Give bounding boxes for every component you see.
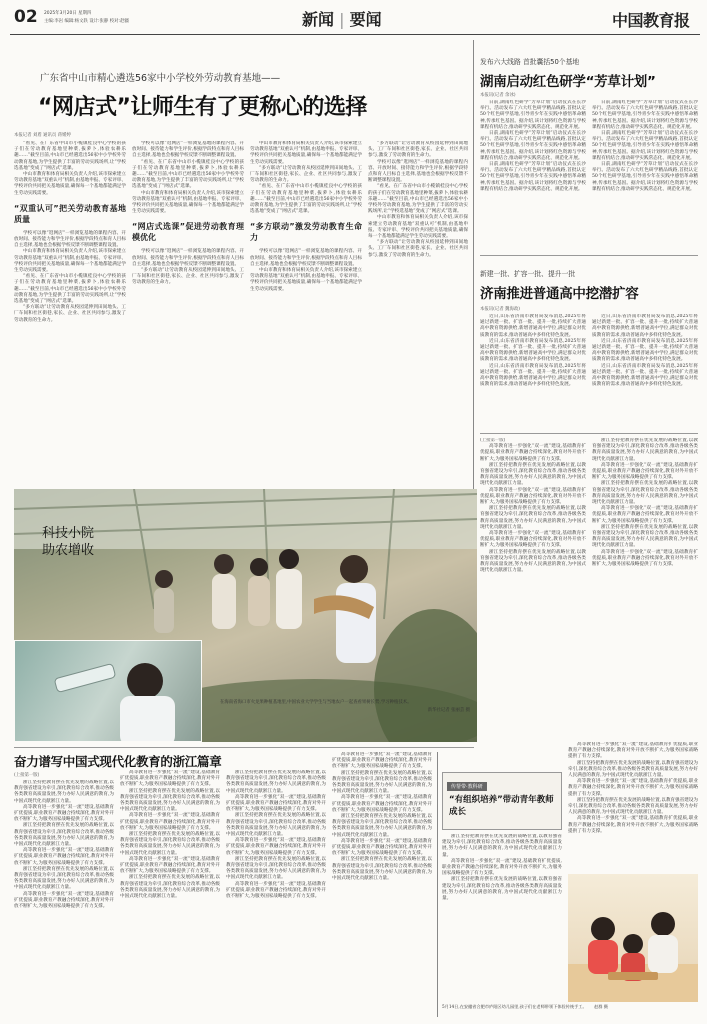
paper-name: 中国教育报 xyxy=(612,11,690,30)
right-lower-paragraph: 高等教育进一步强化“双一流”建设,基础教育扩优提质,职业教育产教融合持续深化,教育对外开放不断扩大,为服务国家战略提供了有力支撑。 xyxy=(480,531,586,549)
zhejiang-paragraph: 浙江坚持把教育摆在优先发展的战略位置,以教育强省建设为牵引,深化教育综合改革,推动各级各类教育高质量发展,努力办好人民满意的教育,为中国式现代化贡献浙江力量。 xyxy=(120,788,220,813)
zhejiang-paragraph: 浙江坚持把教育摆在优先发展的战略位置,以教育强省建设为牵引,深化教育综合改革,推动各级各类教育高质量发展,努力办好人民满意的教育,为中国式现代化贡献浙江力量。 xyxy=(120,832,220,856)
kids-photo xyxy=(568,874,698,1002)
right-lower-paragraph: 高等教育进一步强化“双一流”建设,基础教育扩优提质,职业教育产教融合持续深化,教育对外开放不断扩大,为服务国家战略提供了有力支撑。 xyxy=(592,462,698,481)
lead-paragraph: “多方联动”让劳动教育从校园延伸到田间地头、工厂车间和社区街巷,家长、企业、社区共同参与,激发了劳动教育的生命力。 xyxy=(368,240,468,258)
lead-kicker: 广东省中山市精心遴选56家中小学校外劳动教育基地—— xyxy=(40,73,281,84)
jinan-paragraph: 近日,山东省济南市教育局发布消息,2025年将通过新建一批、扩容一批、提升一批,持续扩大普通高中教育资源供给,新增普通高中学位,满足群众对优质教育的需求,推动普通高中多样化特色发展。 xyxy=(592,314,698,338)
hunan-rule xyxy=(480,255,698,256)
lead-paragraph: 学校可以像“逛网店”一样浏览基地的课程内容、开放时间、接待能力和学生评价,根据学段特点和育人目标自主选择,基地也会根据学校反馈不断调整课程设置。 xyxy=(132,141,244,159)
zhejiang-paragraph: 高等教育进一步强化“双一流”建设,基础教育扩优提质,职业教育产教融合持续深化,教育对外开放不断扩大,为服务国家战略提供了有力支撑。 xyxy=(14,891,114,910)
lead-paragraph: “看见、在广东省中山市小榄镇桂良中心学校的孩子们在劳动教育基地里种菜,拔萝卜,体验农耕乐趣……”截至目前,中山市已经遴选出56家中小学校外劳动教育基地,为学生提供了丰富的劳动实践场所,让“学校选基地”变成了“网店式”选课。 xyxy=(132,159,244,190)
masthead-rule xyxy=(10,34,700,35)
right-lower-paragraph: 浙江坚持把教育摆在优先发展的战略位置,以教育强省建设为牵引,深化教育综合改革,推动各级各类教育高质量发展,努力办好人民满意的教育,为中国式现代化贡献浙江力量。 xyxy=(480,506,586,530)
kids-scene xyxy=(568,874,698,1002)
jinan-rule xyxy=(480,433,698,434)
hunan-paragraph: 日前,湖南红色研学“芳草计划”启动仪式在长沙举行。活动发布了六大红色研学精品线路,首批认定50个红色研学基地,引导青少年在实践中感悟革命精神,传承红色基因。据介绍,该计划将红色资源与学校课程有机结合,推动研学实践常态化、规范化开展。 xyxy=(592,100,698,130)
jinan-paragraph: 近日,山东省济南市教育局发布消息,2025年将通过新建一批、扩容一批、提升一批,持续扩大普通高中教育资源供给,新增普通高中学位,满足群众对优质教育的需求,推动普通高中多样化特色发展。 xyxy=(592,338,698,363)
jinan-byline: 本报讯(记者 魏海政) xyxy=(480,307,520,312)
zhejiang-column-3 xyxy=(226,770,326,1018)
lead-paragraph: 中山市教育和体育局相关负责人介绍,该市探索建立劳动教育基地“双重认可”机制,由基地申报、专家评审、学校评价共同把关基地质量,确保每一个基地都能满足学生劳动实践需要。 xyxy=(132,190,244,215)
jinan-column-2 xyxy=(592,314,698,429)
teacher-paragraph: 高等教育进一步强化“双一流”建设,基础教育扩优提质,职业教育产教融合持续深化,教育对外开放不断扩大,为服务国家战略提供了有力支撑。 xyxy=(568,742,698,760)
zhejiang-column-1 xyxy=(14,780,114,1018)
lead-paragraph: “多方联动”让劳动教育从校园延伸到田间地头、工厂车间和社区街巷,家长、企业、社区共同参与,激发了劳动教育的生命力。 xyxy=(368,141,468,159)
teacher-paragraph: 浙江坚持把教育摆在优先发展的战略位置,以教育强省建设为牵引,深化教育综合改革,推动各级各类教育高质量发展,努力办好人民满意的教育,为中国式现代化贡献浙江力量。 xyxy=(442,877,562,902)
photo-overlay-title: 科技小院 助农增收 xyxy=(42,526,95,558)
bottom-column-divider xyxy=(437,752,438,1017)
zhejiang-column-2 xyxy=(120,770,220,1018)
teacher-paragraph: 浙江坚持把教育摆在优先发展的战略位置,以教育强省建设为牵引,深化教育综合改革,推动各级各类教育高质量发展,努力办好人民满意的教育,为中国式现代化贡献浙江力量。 xyxy=(442,834,562,858)
subsection-name: 要闻 xyxy=(349,10,382,29)
zhejiang-paragraph: 浙江坚持把教育摆在优先发展的战略位置,以教育强省建设为牵引,深化教育综合改革,推动各级各类教育高质量发展,努力办好人民满意的教育,为中国式现代化贡献浙江力量。 xyxy=(120,875,220,900)
section-divider: | xyxy=(334,10,350,29)
section-title xyxy=(302,7,382,30)
zhejiang-paragraph: 高等教育进一步强化“双一流”建设,基础教育扩优提质,职业教育产教融合持续深化,教育对外开放不断扩大,为服务国家战略提供了有力支撑。 xyxy=(226,838,326,856)
caption-credit: 新华社记者 张丽芸 摄 xyxy=(427,708,470,713)
jinan-paragraph: 近日,山东省济南市教育局发布消息,2025年将通过新建一批、扩容一批、提升一批,持续扩大普通高中教育资源供给,新增普通高中学位,满足群众对优质教育的需求,推动普通高中多样化特色发展。 xyxy=(480,363,586,388)
lead-paragraph: “看见、在广东省中山市小榄镇桂良中心学校的孩子们在劳动教育基地里种菜,拔萝卜,体验农耕乐趣……”截至目前,中山市已经遴选出56家中小学校外劳动教育基地,为学生提供了丰富的劳动实践场所,让“学校选基地”变成了“网店式”选课。 xyxy=(14,274,126,305)
right-lower-paragraph: 浙江坚持把教育摆在优先发展的战略位置,以教育强省建设为牵引,深化教育综合改革,推动各级各类教育高质量发展,努力办好人民满意的教育,为中国式现代化贡献浙江力量。 xyxy=(480,462,586,487)
kids-photo-caption xyxy=(442,1004,698,1022)
hunan-paragraph: 日前,湖南红色研学“芳草计划”启动仪式在长沙举行。活动发布了六大红色研学精品线路,首批认定50个红色研学基地,引导青少年在实践中感悟革命精神,传承红色基因。据介绍,该计划将红色资源与学校课程有机结合,推动研学实践常态化、规范化开展。 xyxy=(480,100,586,130)
right-lower-paragraph: 高等教育进一步强化“双一流”建设,基础教育扩优提质,职业教育产教融合持续深化,教育对外开放不断扩大,为服务国家战略提供了有力支撑。 xyxy=(592,506,698,524)
zhejiang-paragraph: 浙江坚持把教育摆在优先发展的战略位置,以教育强省建设为牵引,深化教育综合改革,推动各级各类教育高质量发展,努力办好人民满意的教育,为中国式现代化贡献浙江力量。 xyxy=(14,780,114,804)
lead-paragraph: 中山市教育和体育局相关负责人介绍,该市探索建立劳动教育基地“双重认可”机制,由基地申报、专家评审、学校评价共同把关基地质量,确保每一个基地都能满足学生劳动实践需要。 xyxy=(368,215,468,240)
zhejiang-paragraph: 高等教育进一步强化“双一流”建设,基础教育扩优提质,职业教育产教融合持续深化,教育对外开放不断扩大,为服务国家战略提供了有力支撑。 xyxy=(14,848,114,866)
zhejiang-paragraph: 浙江坚持把教育摆在优先发展的战略位置,以教育强省建设为牵引,深化教育综合改革,推动各级各类教育高质量发展,努力办好人民满意的教育,为中国式现代化贡献浙江力量。 xyxy=(14,823,114,848)
zhejiang-paragraph: 浙江坚持把教育摆在优先发展的战略位置,以教育强省建设为牵引,深化教育综合改革,推动各级各类教育高质量发展,努力办好人民满意的教育,为中国式现代化贡献浙江力量。 xyxy=(332,814,432,838)
right-lower-paragraph: 浙江坚持把教育摆在优先发展的战略位置,以教育强省建设为牵引,深化教育综合改革,推动各级各类教育高质量发展,努力办好人民满意的教育,为中国式现代化贡献浙江力量。 xyxy=(480,549,586,574)
date-line: 2025年3月20日 星期四 xyxy=(44,11,92,16)
lead-paragraph: 学校可以像“逛网店”一样浏览基地的课程内容、开放时间、接待能力和学生评价,根据学段特点和育人目标自主选择,基地也会根据学校反馈不断调整课程设置。 xyxy=(250,249,362,267)
right-continuation-1 xyxy=(480,438,586,738)
lead-paragraph: “多方联动”让劳动教育从校园延伸到田间地头、工厂车间和社区街巷,家长、企业、社区共同参与,激发了劳动教育的生命力。 xyxy=(132,268,244,286)
lead-paragraph: 中山市教育和体育局相关负责人介绍,该市探索建立劳动教育基地“双重认可”机制,由基地申报、专家评审、学校评价共同把关基地质量,确保每一个基地都能满足学生劳动实践需要。 xyxy=(14,249,126,274)
hunan-paragraph: 日前,湖南红色研学“芳草计划”启动仪式在长沙举行。活动发布了六大红色研学精品线路,首批认定50个红色研学基地,引导青少年在实践中感悟革命精神,传承红色基因。据介绍,该计划将红色资源与学校课程有机结合,推动研学实践常态化、规范化开展。 xyxy=(592,131,698,161)
zhejiang-paragraph: 高等教育进一步强化“双一流”建设,基础教育扩优提质,职业教育产教融合持续深化,教育对外开放不断扩大,为服务国家战略提供了有力支撑。 xyxy=(14,804,114,823)
teacher-box-headline: “有组织培养”带动青年教师成长 xyxy=(449,795,554,817)
zhejiang-paragraph: 高等教育进一步强化“双一流”建设,基础教育扩优提质,职业教育产教融合持续深化,教育对外开放不断扩大,为服务国家战略提供了有力支撑。 xyxy=(120,770,220,788)
hunan-byline: 本报讯(记者 余冰) xyxy=(480,93,516,98)
zhejiang-paragraph: 浙江坚持把教育摆在优先发展的战略位置,以教育强省建设为牵引,深化教育综合改革,推动各级各类教育高质量发展,努力办好人民满意的教育,为中国式现代化贡献浙江力量。 xyxy=(332,770,432,795)
teacher-box xyxy=(442,772,562,830)
lead-paragraph: “看见、在广东省中山市小榄镇桂良中心学校的孩子们在劳动教育基地里种菜,拔萝卜,体验农耕乐趣……”截至目前,中山市已经遴选出56家中小学校外劳动教育基地,为学生提供了丰富的劳动实践场所,让“学校选基地”变成了“网店式”选课。 xyxy=(250,184,362,215)
hunan-paragraph: 日前,湖南红色研学“芳草计划”启动仪式在长沙举行。活动发布了六大红色研学精品线路,首批认定50个红色研学基地,引导青少年在实践中感悟革命精神,传承红色基因。据介绍,该计划将红色资源与学校课程有机结合,推动研学实践常态化、规范化开展。 xyxy=(480,162,586,192)
main-photo-caption xyxy=(220,700,470,742)
right-lower-byline: (上接第一版) xyxy=(480,438,506,443)
lead-column-2 xyxy=(132,141,244,496)
teacher-paragraph: 高等教育进一步强化“双一流”建设,基础教育扩优提质,职业教育产教融合持续深化,教育对外开放不断扩大,为服务国家战略提供了有力支撑。 xyxy=(442,858,562,877)
teacher-paragraph: 浙江坚持把教育摆在优先发展的战略位置,以教育强省建设为牵引,深化教育综合改革,推动各级各类教育高质量发展,努力办好人民满意的教育,为中国式现代化贡献浙江力量。 xyxy=(568,797,698,816)
right-lower-paragraph: 高等教育进一步强化“双一流”建设,基础教育扩优提质,职业教育产教融合持续深化,教育对外开放不断扩大,为服务国家战略提供了有力支撑。 xyxy=(480,444,586,462)
hunan-headline: 湖南启动红色研学“芳草计划” xyxy=(480,74,656,90)
caption-text: 在海南省海口市火龙果种植基地里,中国农业大学学生与当地农户一起查看果树长势,学习种植技术。 xyxy=(220,700,412,705)
lead-paragraph: “看见、在广东省中山市小榄镇桂良中心学校的孩子们在劳动教育基地里种菜,拔萝卜,体验农耕乐趣……”截至目前,中山市已经遴选出56家中小学校外劳动教育基地,为学生提供了丰富的劳动实践场所,让“学校选基地”变成了“网店式”选课。 xyxy=(14,141,126,171)
lead-column-4 xyxy=(368,141,468,496)
lead-column-3 xyxy=(250,141,362,496)
lead-headline: “网店式”让师生有了更称心的选择 xyxy=(38,95,367,120)
zhejiang-paragraph: 高等教育进一步强化“双一流”建设,基础教育扩优提质,职业教育产教融合持续深化,教育对外开放不断扩大,为服务国家战略提供了有力支撑。 xyxy=(332,752,432,770)
teacher-paragraph: 浙江坚持把教育摆在优先发展的战略位置,以教育强省建设为牵引,深化教育综合改革,推动各级各类教育高质量发展,努力办好人民满意的教育,为中国式现代化贡献浙江力量。 xyxy=(568,760,698,779)
teacher-paragraph: 高等教育进一步强化“双一流”建设,基础教育扩优提质,职业教育产教融合持续深化,教育对外开放不断扩大,为服务国家战略提供了有力支撑。 xyxy=(568,779,698,797)
zhejiang-paragraph: 高等教育进一步强化“双一流”建设,基础教育扩优提质,职业教育产教融合持续深化,教育对外开放不断扩大,为服务国家战略提供了有力支撑。 xyxy=(120,813,220,831)
editors-line: 主编:李岩 编辑:杨文轶 设计:张静 校对:赵疆 xyxy=(44,19,129,24)
hunan-column-1 xyxy=(480,100,586,250)
section-name: 新闻 xyxy=(302,10,335,29)
zhejiang-paragraph: 浙江坚持把教育摆在优先发展的战略位置,以教育强省建设为牵引,深化教育综合改革,推动各级各类教育高质量发展,努力办好人民满意的教育,为中国式现代化贡献浙江力量。 xyxy=(226,770,326,794)
zhejiang-paragraph: 浙江坚持把教育摆在优先发展的战略位置,以教育强省建设为牵引,深化教育综合改革,推动各级各类教育高质量发展,努力办好人民满意的教育,为中国式现代化贡献浙江力量。 xyxy=(226,813,326,838)
lead-subhead-2: “网店式选课”促进劳动教育理模优化 xyxy=(132,222,244,243)
column-divider xyxy=(473,40,474,500)
zhejiang-byline: (上接第一版) xyxy=(14,773,40,778)
jinan-column-1 xyxy=(480,314,586,429)
lead-subhead-3: “多方联动”激发劳动教育生命力 xyxy=(250,222,362,243)
kids-caption-text: 5月14日,在安徽省合肥市庐阳区幼儿园里,孩子们在老师带领下体验传统手工。 xyxy=(442,1004,587,1009)
right-lower-paragraph: 浙江坚持把教育摆在优先发展的战略位置,以教育强省建设为牵引,深化教育综合改革,推动各级各类教育高质量发展,努力办好人民满意的教育,为中国式现代化贡献浙江力量。 xyxy=(592,524,698,549)
masthead xyxy=(0,0,707,34)
lead-paragraph: 学校可以像“逛网店”一样浏览基地的课程内容、开放时间、接待能力和学生评价,根据学段特点和育人目标自主选择,基地也会根据学校反馈不断调整课程设置。 xyxy=(132,249,244,267)
hunan-kicker: 发布六大线路 首批囊括50个基地 xyxy=(480,58,580,66)
lead-subhead-1: “双重认可”把关劳动教育基地质量 xyxy=(14,203,126,224)
hunan-paragraph: 日前,湖南红色研学“芳草计划”启动仪式在长沙举行。活动发布了六大红色研学精品线路,首批认定50个红色研学基地,引导青少年在实践中感悟革命精神,传承红色基因。据介绍,该计划将红色资源与学校课程有机结合,推动研学实践常态化、规范化开展。 xyxy=(480,131,586,161)
zhejiang-paragraph: 高等教育进一步强化“双一流”建设,基础教育扩优提质,职业教育产教融合持续深化,教育对外开放不断扩大,为服务国家战略提供了有力支撑。 xyxy=(332,838,432,857)
zhejiang-paragraph: 浙江坚持把教育摆在优先发展的战略位置,以教育强省建设为牵引,深化教育综合改革,推动各级各类教育高质量发展,努力办好人民满意的教育,为中国式现代化贡献浙江力量。 xyxy=(226,856,326,881)
teacher-box-label: 传帮带·教科研 xyxy=(447,782,487,791)
jinan-headline: 济南推进普通高中挖潜扩容 xyxy=(480,286,639,302)
hunan-paragraph: 日前,湖南红色研学“芳草计划”启动仪式在长沙举行。活动发布了六大红色研学精品线路,首批认定50个红色研学基地,引导青少年在实践中感悟革命精神,传承红色基因。据介绍,该计划将红色资源与学校课程有机结合,推动研学实践常态化、规范化开展。 xyxy=(592,162,698,192)
teacher-column-1 xyxy=(442,834,562,944)
inset-photo xyxy=(14,640,202,742)
lead-paragraph: 学校可以像“逛网店”一样浏览基地的课程内容、开放时间、接待能力和学生评价,根据学段特点和育人目标自主选择,基地也会根据学校反馈不断调整课程设置。 xyxy=(14,230,126,249)
jinan-paragraph: 近日,山东省济南市教育局发布消息,2025年将通过新建一批、扩容一批、提升一批,持续扩大普通高中教育资源供给,新增普通高中学位,满足群众对优质教育的需求,推动普通高中多样化特色发展。 xyxy=(480,314,586,338)
right-lower-paragraph: 浙江坚持把教育摆在优先发展的战略位置,以教育强省建设为牵引,深化教育综合改革,推动各级各类教育高质量发展,努力办好人民满意的教育,为中国式现代化贡献浙江力量。 xyxy=(592,481,698,506)
hunan-column-2 xyxy=(592,100,698,250)
zhejiang-paragraph: 高等教育进一步强化“双一流”建设,基础教育扩优提质,职业教育产教融合持续深化,教育对外开放不断扩大,为服务国家战略提供了有力支撑。 xyxy=(332,795,432,813)
right-continuation-2 xyxy=(592,438,698,738)
kids-caption-credit: 赵群 摄 xyxy=(594,1004,608,1009)
zhejiang-paragraph: 浙江坚持把教育摆在优先发展的战略位置,以教育强省建设为牵引,深化教育综合改革,推动各级各类教育高质量发展,努力办好人民满意的教育,为中国式现代化贡献浙江力量。 xyxy=(14,866,114,891)
jinan-paragraph: 近日,山东省济南市教育局发布消息,2025年将通过新建一批、扩容一批、提升一批,持续扩大普通高中教育资源供给,新增普通高中学位,满足群众对优质教育的需求,推动普通高中多样化特色发展。 xyxy=(480,338,586,363)
photo-bottom-rule xyxy=(14,747,474,748)
right-lower-paragraph: 高等教育进一步强化“双一流”建设,基础教育扩优提质,职业教育产教融合持续深化,教育对外开放不断扩大,为服务国家战略提供了有力支撑。 xyxy=(592,549,698,568)
lead-paragraph: “看见、在广东省中山市小榄镇桂良中心学校的孩子们在劳动教育基地里种菜,拔萝卜,体验农耕乐趣……”截至目前,中山市已经遴选出56家中小学校外劳动教育基地,为学生提供了丰富的劳动实践场所,让“学校选基地”变成了“网店式”选课。 xyxy=(368,184,468,215)
zhejiang-headline: 奋力谱写中国式现代化教育的浙江篇章 xyxy=(14,754,222,769)
lead-paragraph: “多方联动”让劳动教育从校园延伸到田间地头、工厂车间和社区街巷,家长、企业、社区共同参与,激发了劳动教育的生命力。 xyxy=(14,305,126,323)
zhejiang-column-4 xyxy=(332,752,432,1018)
lead-paragraph: 中山市教育和体育局相关负责人介绍,该市探索建立劳动教育基地“双重认可”机制,由基地申报、专家评审、学校评价共同把关基地质量,确保每一个基地都能满足学生劳动实践需要。 xyxy=(250,268,362,292)
lead-byline: 本报记者 刘盾 通讯员 蒋嫒婷 xyxy=(14,133,71,138)
lead-paragraph: 中山市教育和体育局相关负责人介绍,该市探索建立劳动教育基地“双重认可”机制,由基地申报、专家评审、学校评价共同把关基地质量,确保每一个基地都能满足学生劳动实践需要。 xyxy=(14,172,126,196)
right-lower-paragraph: 高等教育进一步强化“双一流”建设,基础教育扩优提质,职业教育产教融合持续深化,教育对外开放不断扩大,为服务国家战略提供了有力支撑。 xyxy=(480,487,586,506)
lab-scene xyxy=(15,641,202,742)
zhejiang-paragraph: 浙江坚持把教育摆在优先发展的战略位置,以教育强省建设为牵引,深化教育综合改革,推动各级各类教育高质量发展,努力办好人民满意的教育,为中国式现代化贡献浙江力量。 xyxy=(332,857,432,882)
lead-paragraph: “多方联动”让劳动教育从校园延伸到田间地头、工厂车间和社区街巷,家长、企业、社区共同参与,激发了劳动教育的生命力。 xyxy=(250,165,362,184)
jinan-kicker: 新建一批、扩容一批、提升一批 xyxy=(480,270,576,278)
zhejiang-paragraph: 高等教育进一步强化“双一流”建设,基础教育扩优提质,职业教育产教融合持续深化,教育对外开放不断扩大,为服务国家战略提供了有力支撑。 xyxy=(120,856,220,875)
right-lower-paragraph: 浙江坚持把教育摆在优先发展的战略位置,以教育强省建设为牵引,深化教育综合改革,推动各级各类教育高质量发展,努力办好人民满意的教育,为中国式现代化贡献浙江力量。 xyxy=(592,438,698,462)
page-number: 02 xyxy=(14,7,38,27)
lead-paragraph: 中山市教育和体育局相关负责人介绍,该市探索建立劳动教育基地“双重认可”机制,由基地申报、专家评审、学校评价共同把关基地质量,确保每一个基地都能满足学生劳动实践需要。 xyxy=(250,141,362,165)
lead-paragraph: 学校可以像“逛网店”一样浏览基地的课程内容、开放时间、接待能力和学生评价,根据学段特点和育人目标自主选择,基地也会根据学校反馈不断调整课程设置。 xyxy=(368,159,468,184)
zhejiang-paragraph: 高等教育进一步强化“双一流”建设,基础教育扩优提质,职业教育产教融合持续深化,教育对外开放不断扩大,为服务国家战略提供了有力支撑。 xyxy=(226,794,326,813)
zhejiang-paragraph: 高等教育进一步强化“双一流”建设,基础教育扩优提质,职业教育产教融合持续深化,教育对外开放不断扩大,为服务国家战略提供了有力支撑。 xyxy=(226,881,326,900)
lead-column-1 xyxy=(14,141,126,496)
teacher-paragraph: 高等教育进一步强化“双一流”建设,基础教育扩优提质,职业教育产教融合持续深化,教育对外开放不断扩大,为服务国家战略提供了有力支撑。 xyxy=(568,816,698,834)
jinan-paragraph: 近日,山东省济南市教育局发布消息,2025年将通过新建一批、扩容一批、提升一批,持续扩大普通高中教育资源供给,新增普通高中学位,满足群众对优质教育的需求,推动普通高中多样化特色发展。 xyxy=(592,363,698,388)
